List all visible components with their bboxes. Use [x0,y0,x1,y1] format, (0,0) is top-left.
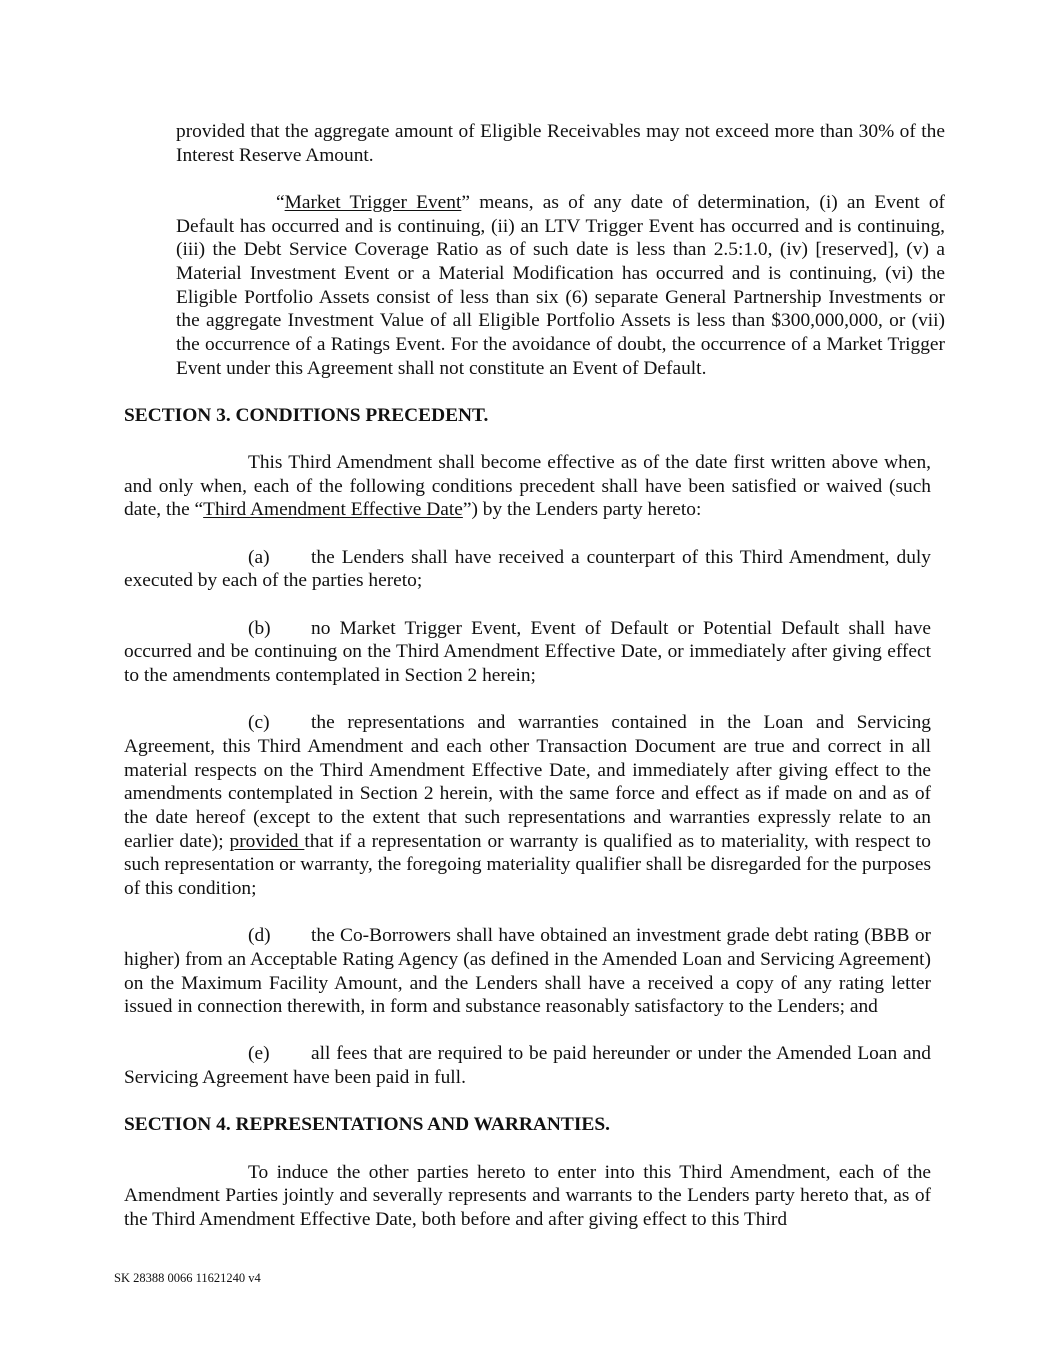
clause-label: (d) [248,925,271,947]
text-run: no Market Trigger Event, Event of Default or Potential Default shall have occurred and be continuing on the Third Amendment Effective Date, or immediately after giving effect to the amendments contemplated in Section 2 herein; [124,617,931,687]
paragraph-p4 [124,1161,931,1232]
text-run: that if a representation or warranty is qualified as to materiality, with respect to such representation or warranty, the foregoing materiality qualifier shall be disregarded for the purposes of this condition; [124,830,931,899]
text-run: “ [276,191,285,213]
text-run: all fees that are required to be paid hereunder or under the Amended Loan and Servicing Agreement have been paid in full. [124,1043,931,1089]
paragraph-pa [124,546,931,593]
text-run: To induce the other parties hereto to enter into this Third Amendment, each of the Amendment Parties jointly and severally represents and warrants to the Lenders party hereto that, as of the Third Amendment Effective Date, both before and after giving effect to this Third [124,1161,931,1231]
text-run: SECTION 4. REPRESENTATIONS AND WARRANTIES. [124,1114,610,1136]
clause-label: (a) [248,546,270,568]
paragraph-p3 [124,451,931,522]
text-run: ”) by the Lenders party hereto: [462,499,702,521]
text-run: the Lenders shall have received a counterpart of this Third Amendment, duly executed by each of the parties hereto; [124,546,931,592]
text-run: the Co-Borrowers shall have obtained an investment grade debt rating (BBB or higher) from an Acceptable Rating Agency (as defined in the Amended Loan and Servicing Agreement) on the Maximum Facility Amount, and the Lenders shall have a received a copy of any rating letter issued in connection therewith, in form and substance reasonably satisfactory to the Lenders; and [124,925,931,1018]
paragraph-pd [124,924,931,1019]
text-run: provided that the aggregate amount of Eligible Receivables may not exceed more than 30% of the Interest Reserve Amount. [176,121,945,166]
section-heading [124,1113,931,1137]
clause-label: (c) [248,712,270,734]
text-run: the representations and warranties contained in the Loan and Servicing Agreement, this Third Amendment and each other Transaction Document are true and correct in all material respects on the Third Amendment Effective Date, and immediately after giving effect to the amendments contemplated in Section 2 herein, with the same force and effect as if made on and as of the date hereof (except to the extent that such representations and warranties expressly relate to an earlier date); [124,712,931,852]
defined-term: provided [229,830,305,852]
section-heading [124,404,931,428]
document-footer-id: SK 28388 0066 11621240 v4 [114,1271,261,1285]
paragraph-p2 [176,191,945,380]
defined-term: Market Trigger Event [284,191,462,213]
paragraph-pc [124,711,931,900]
text-run: SECTION 3. CONDITIONS PRECEDENT. [124,404,489,426]
text-run: This Third Amendment shall become effective as of the date first written above when, and only when, each of the following conditions precedent shall have been satisfied or waived (such date, the “ [124,452,931,521]
document-body [124,120,945,1255]
paragraph-pb [124,617,931,688]
paragraph-pe [124,1042,931,1089]
paragraph-p1 [176,120,945,167]
clause-label: (b) [248,617,271,639]
clause-label: (e) [248,1043,270,1065]
text-run: ” means, as of any date of determination, (i) an Event of Default has occurred and is continuing, (ii) an LTV Trigger Event has occurred and is continuing, (iii) the Debt Service Coverage Ratio as of such date is less than 2.5:1.0, (iv) [reserved], (v) a Material Investment Event or a Material Modification has occurred and is continuing, (vi) the Eligible Portfolio Assets consist of less than six (6) separate General Partnership Investments or the aggregate Investment Value of all Eligible Portfolio Assets is less than $300,000,000, or (vii) the occurrence of a Ratings Event. For the avoidance of doubt, the occurrence of a Market Trigger Event under this Agreement shall not constitute an Event of Default. [176,191,945,379]
defined-term: Third Amendment Effective Date [203,499,463,521]
